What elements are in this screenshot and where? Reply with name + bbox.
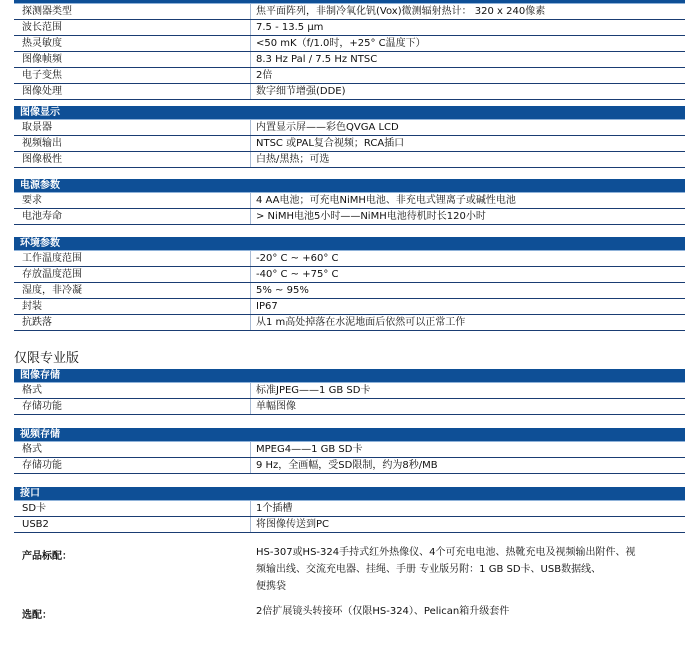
column-divider [250,517,251,532]
column-divider [250,267,251,282]
optional-label: 选配： [22,610,52,621]
column-divider [250,399,251,414]
spec-value: 白热/黑热；可选 [256,154,330,165]
spec-section-interface [14,487,685,533]
spec-row [14,20,685,36]
spec-row [14,399,685,415]
spec-label: 图像处理 [22,86,62,97]
spec-value: 9 Hz，全画幅，受SD限制，约为8秒/MB [256,460,438,471]
section-title: 图像显示 [14,106,685,120]
spec-value: 单幅图像 [256,401,296,412]
spec-label: 图像极性 [22,154,62,165]
section-title: 接口 [14,487,685,501]
spec-label: 抗跌落 [22,317,52,328]
spec-label: 封装 [22,301,42,312]
spec-value: > NiMH电池5小时——NiMH电池待机时长120小时 [256,211,486,222]
spec-row [14,120,685,136]
spec-row [14,517,685,533]
spec-label: 要求 [22,195,42,206]
spec-section-image-storage [14,369,685,415]
spec-row [14,36,685,52]
column-divider [250,4,251,19]
spec-label: 电池寿命 [22,211,62,222]
spec-value: 4 AA电池；可充电NiMH电池、非充电式锂离子或碱性电池 [256,195,516,206]
spec-label: 存储功能 [22,401,62,412]
spec-value: 焦平面阵列，非制冷氧化钒(Vox)微测辐射热计： 320 x 240像素 [256,6,546,17]
optional-text: 2倍扩展镜头转接环（仅限HS-324）、Pelican箱升级套件 [256,606,510,617]
spec-row [14,84,685,100]
column-divider [250,501,251,516]
spec-label: 视频输出 [22,138,62,149]
spec-label: USB2 [22,519,49,530]
spec-value: 5% ~ 95% [256,285,309,296]
spec-row [14,4,685,20]
spec-row [14,136,685,152]
spec-label: 探测器类型 [22,6,72,17]
spec-label: 存储功能 [22,460,62,471]
package-label: 产品标配： [22,551,72,562]
spec-value: -40° C ~ +75° C [256,269,339,280]
column-divider [250,84,251,99]
spec-label: 工作温度范围 [22,253,82,264]
spec-section-power [14,179,685,225]
spec-section-video-storage [14,428,685,474]
spec-section-general [14,0,685,100]
spec-value: 将图像传送到PC [256,519,330,530]
spec-row [14,383,685,399]
spec-label: 图像帧频 [22,54,62,65]
spec-row [14,315,685,331]
column-divider [250,36,251,51]
spec-value: 从1 m高处掉落在水泥地面后依然可以正常工作 [256,317,466,328]
column-divider [250,299,251,314]
column-divider [250,136,251,151]
column-divider [250,209,251,224]
pro-version-heading: 仅限专业版 [14,351,80,366]
spec-label: 波长范围 [22,22,62,33]
spec-label: 湿度，非冷凝 [22,285,82,296]
spec-row [14,209,685,225]
spec-row [14,283,685,299]
spec-value: <50 mK（f/1.0时，+25° C温度下） [256,38,426,49]
spec-row [14,267,685,283]
section-title: 环境参数 [14,237,685,251]
package-text [256,544,686,595]
spec-row [14,442,685,458]
spec-row [14,68,685,84]
spec-label: 存放温度范围 [22,269,82,280]
column-divider [250,383,251,398]
column-divider [250,442,251,457]
column-divider [250,68,251,83]
spec-label: SD卡 [22,503,47,514]
spec-section-environment [14,237,685,331]
section-title: 图像存储 [14,369,685,383]
spec-value: 2倍 [256,70,273,81]
column-divider [250,152,251,167]
spec-label: 取景器 [22,122,52,133]
column-divider [250,315,251,330]
spec-value: 7.5 - 13.5 μm [256,22,324,33]
column-divider [250,120,251,135]
package-line: 便携袋 [256,581,286,592]
spec-value: 内置显示屏——彩色QVGA LCD [256,122,399,133]
spec-value: 标准JPEG——1 GB SD卡 [256,385,371,396]
column-divider [250,20,251,35]
spec-row [14,152,685,168]
spec-value: MPEG4——1 GB SD卡 [256,444,363,455]
spec-row [14,501,685,517]
spec-row [14,299,685,315]
column-divider [250,458,251,473]
spec-label: 格式 [22,444,42,455]
package-line: HS-307或HS-324手持式红外热像仪、4个可充电电池、热靴充电及视频输出附件、视 [256,547,636,558]
column-divider [250,251,251,266]
section-title: 视频存储 [14,428,685,442]
spec-value: NTSC 或PAL复合视频；RCA插口 [256,138,405,149]
spec-value: -20° C ~ +60° C [256,253,339,264]
spec-value: 1个插槽 [256,503,293,514]
spec-label: 格式 [22,385,42,396]
package-line: 频输出线、交流充电器、挂绳、手册 专业版另附：1 GB SD卡、USB数据线、 [256,564,602,575]
spec-row [14,251,685,267]
column-divider [250,283,251,298]
spec-value: IP67 [256,301,278,312]
section-title: 电源参数 [14,179,685,193]
spec-row [14,52,685,68]
spec-row [14,193,685,209]
column-divider [250,193,251,208]
spec-value: 数字细节增强(DDE) [256,86,346,97]
spec-label: 热灵敏度 [22,38,62,49]
spec-value: 8.3 Hz Pal / 7.5 Hz NTSC [256,54,378,65]
spec-section-display [14,106,685,168]
spec-label: 电子变焦 [22,70,62,81]
spec-row [14,458,685,474]
column-divider [250,52,251,67]
